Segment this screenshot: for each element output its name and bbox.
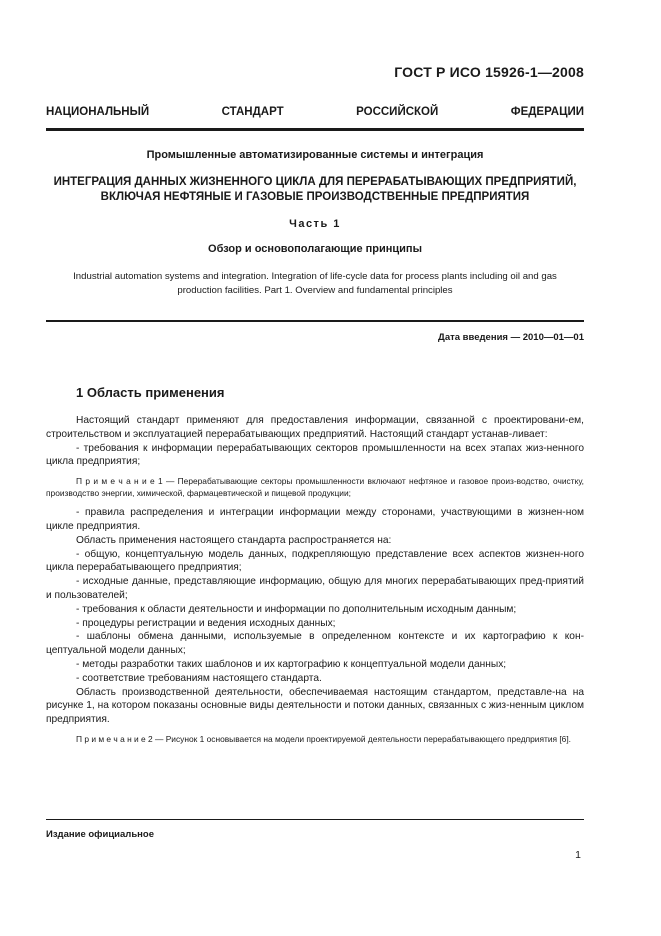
page-number: 1 [575,849,581,861]
document-number: ГОСТ Р ИСО 15926-1—2008 [394,64,584,80]
note: П р и м е ч а н и е 2 — Рисунок 1 основывается на модели проектируемой деятельности перерабатывающего предприятия [6]. [76,733,571,744]
footer-rule [46,819,584,820]
introduction-date: Дата введения — 2010—01—01 [438,332,584,343]
section-body [46,414,584,752]
list-item: - общую, концептуальную модель данных, подкрепляющую представление всех аспектов жизнен-ного цикла перерабатывающего предприятия; [46,548,584,574]
list-item: - соответствие требованиям настоящего стандарта. [76,672,322,684]
national-standard-banner: НАЦИОНАЛЬНЫЙ СТАНДАРТ РОССИЙСКОЙ ФЕДЕРАЦИИ [46,106,584,118]
english-title-line-2: production facilities. Part 1. Overview and fundamental principles [177,285,453,296]
english-title-line-1: Industrial automation systems and integration. Integration of life-cycle data for process plants including oil and gas [73,271,557,282]
list-item: - процедуры регистрации и ведения исходных данных; [76,617,336,629]
paragraph: Область применения настоящего стандарта распространяется на: [76,534,392,546]
part-label: Часть 1 [289,218,341,230]
section-heading: 1 Область применения [76,385,225,400]
title-rule [46,320,584,322]
paragraph: Область производственной деятельности, обеспечиваемая настоящим стандартом, представле-на на рисунке 1, на котором показаны основные виды деятельности и потоки данных, связанных с жиз-ненным циклом предприятия. [46,686,584,726]
list-item: - шаблоны обмена данными, используемые в определенном контексте и их картографию к кон-цептуальной модели данных; [46,631,584,657]
note: П р и м е ч а н и е 1 — Перерабатывающие секторы промышленности включают нефтяное и газовое произ-водство, очистку, производство энергии, химической, фармацевтической и пищевой продукции; [46,476,584,498]
edition-label: Издание официальное [46,829,154,840]
list-item: - методы разработки таких шаблонов и их картографию к концептуальной модели данных; [76,658,507,670]
list-item: - исходные данные, представляющие информацию, общую для многих перерабатывающих пред-приятий и пользователей; [46,576,584,601]
english-title [52,270,578,298]
standard-title [46,175,584,205]
paragraph: Настоящий стандарт применяют для предоставления информации, связанной с проектировани-ем, строительством и эксплуатацией перерабатывающих предприятий. Настоящий стандарт устанав-ливает: [46,415,584,440]
list-item: - правила распределения и интеграции информации между сторонами, участвующими в жизнен-ном цикле предприятия. [46,507,584,532]
header-rule [46,128,584,131]
list-item: - требования к информации перерабатывающих секторов промышленности на всех этапах жиз-ненного цикла предприятия; [46,442,584,468]
title-line-1: ИНТЕГРАЦИЯ ДАННЫХ ЖИЗНЕННОГО ЦИКЛА ДЛЯ ПЕРЕРАБАТЫВАЮЩИХ ПРЕДПРИЯТИЙ, [53,176,577,188]
standard-subtitle: Промышленные автоматизированные системы и интеграция [146,149,484,161]
part-title: Обзор и основополагающие принципы [208,243,422,255]
list-item: - требования к области деятельности и информации по дополнительным исходным данным; [76,603,517,615]
title-line-2: ВКЛЮЧАЯ НЕФТЯНЫЕ И ГАЗОВЫЕ ПРОИЗВОДСТВЕННЫЕ ПРЕДПРИЯТИЯ [100,191,530,203]
